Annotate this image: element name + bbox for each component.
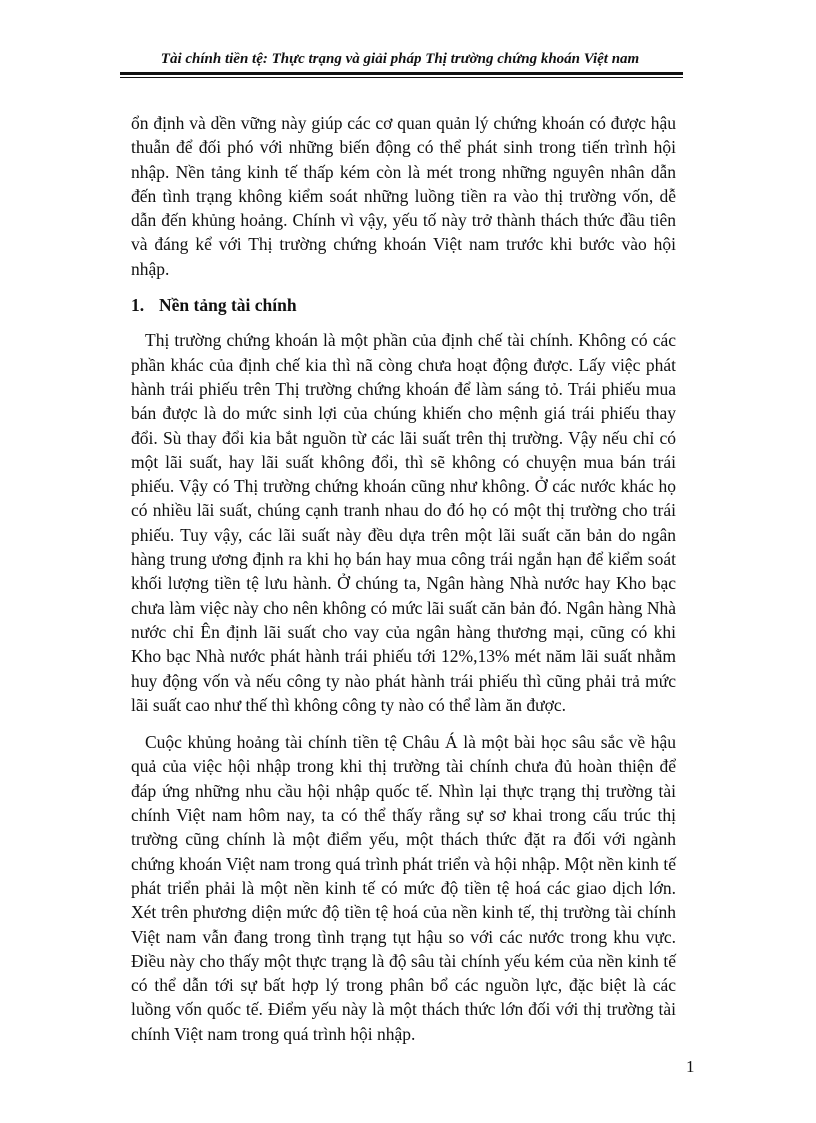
section-number: 1. [131,295,145,316]
running-header: Tài chính tiền tệ: Thực trạng và giải pháp Thị trường chứng khoán Việt nam [160,51,640,67]
page-body [131,111,676,1046]
section-title: Nền tảng tài chính [159,295,297,316]
section-heading [131,293,676,317]
continued-paragraph: ổn định và dền vững này giúp các cơ quan quản lý chứng khoán có được hậu thuẫn để đối phó với những biến động có thể phát sinh trong tiến trình hội nhập. Nền tảng kinh tế thấp kém còn là mét trong những nguyên nhân dẫn đến tình trạng không kiểm soát những luồng tiền ra vào thị trường vốn, dễ dẫn đến khủng hoảng. Chính vì vậy, yếu tố này trở thành thách thức đầu tiên và đáng kể với Thị trường chứng khoán Việt nam trước khi bước vào hội nhập. [131,113,676,279]
header-rule-thick [120,72,683,75]
page-number: 1 [686,1057,695,1076]
paragraph-1: Thị trường chứng khoán là một phần của định chế tài chính. Không có các phần khác của định chế kia thì nã còng chưa hoạt động được. Lấy việc phát hành trái phiếu trên Thị trường chứng khoán để làm sáng tỏ. Trái phiếu mua bán được là do mức sinh lợi của chúng khiến cho mệnh giá trái phiếu thay đổi. Sù thay đổi kia bắt nguồn từ các lãi suất trên thị trường. Vậy nếu chỉ có một lãi suất, hay lãi suất không đổi, thì sẽ không có chuyện mua bán trái phiếu. Vậy có Thị trường chứng khoán cũng như không. Ở các nước khác họ có nhiều lãi suất, chúng cạnh tranh nhau do đó họ có một thị trường cho trái phiếu. Tuy vậy, các lãi suất này đều dựa trên một lãi suất căn bản do ngân hàng trung ương định ra khi họ bán hay mua công trái ngắn hạn để kiểm soát khối lượng tiền tệ lưu hành. Ở chúng ta, Ngân hàng Nhà nước hay Kho bạc chưa làm việc này cho nên không có mức lãi suất căn bản đó. Ngân hàng Nhà nước chỉ Ên định lãi suất cho vay của ngân hàng thương mại, cũng có khi Kho bạc Nhà nước phát hành trái phiếu tới 12%,13% mét năm lãi suất nhằm huy động vốn và nếu công ty nào phát hành trái phiếu thì cũng phải trả mức lãi suất cao như thế thì không công ty nào có thể làm ăn được. [131,330,676,715]
paragraph-2: Cuộc khủng hoảng tài chính tiền tệ Châu Á là một bài học sâu sắc về hậu quả của việc hội nhập trong khi thị trường tài chính chưa đủ hoàn thiện để đáp ứng những nhu cầu hội nhập quốc tế. Nhìn lại thực trạng thị trường tài chính Việt nam hôm nay, ta có thể thấy rằng sự sơ khai trong cấu trúc thị trường cũng chính là một điểm yếu, một thách thức đặt ra đối với ngành chứng khoán Việt nam trong quá trình phát triển và hội nhập. Một nền kinh tế phát triển phải là một nền kinh tế có mức độ tiền tệ hoá các giao dịch lớn. Xét trên phương diện mức độ tiền tệ hoá của nền kinh tế, thị trường tài chính Việt nam vẫn đang trong tình trạng tụt hậu so với các nước trong khu vực. Điều này cho thấy một thực trạng là độ sâu tài chính yếu kém của nền kinh tế có thể dẫn tới sự bất hợp lý trong phân bổ các nguồn lực, đặc biệt là các luồng vốn quốc tế. Điểm yếu này là một thách thức lớn đối với thị trường tài chính Việt nam trong quá trình hội nhập. [131,732,676,1044]
header-rule-thin [120,77,683,78]
